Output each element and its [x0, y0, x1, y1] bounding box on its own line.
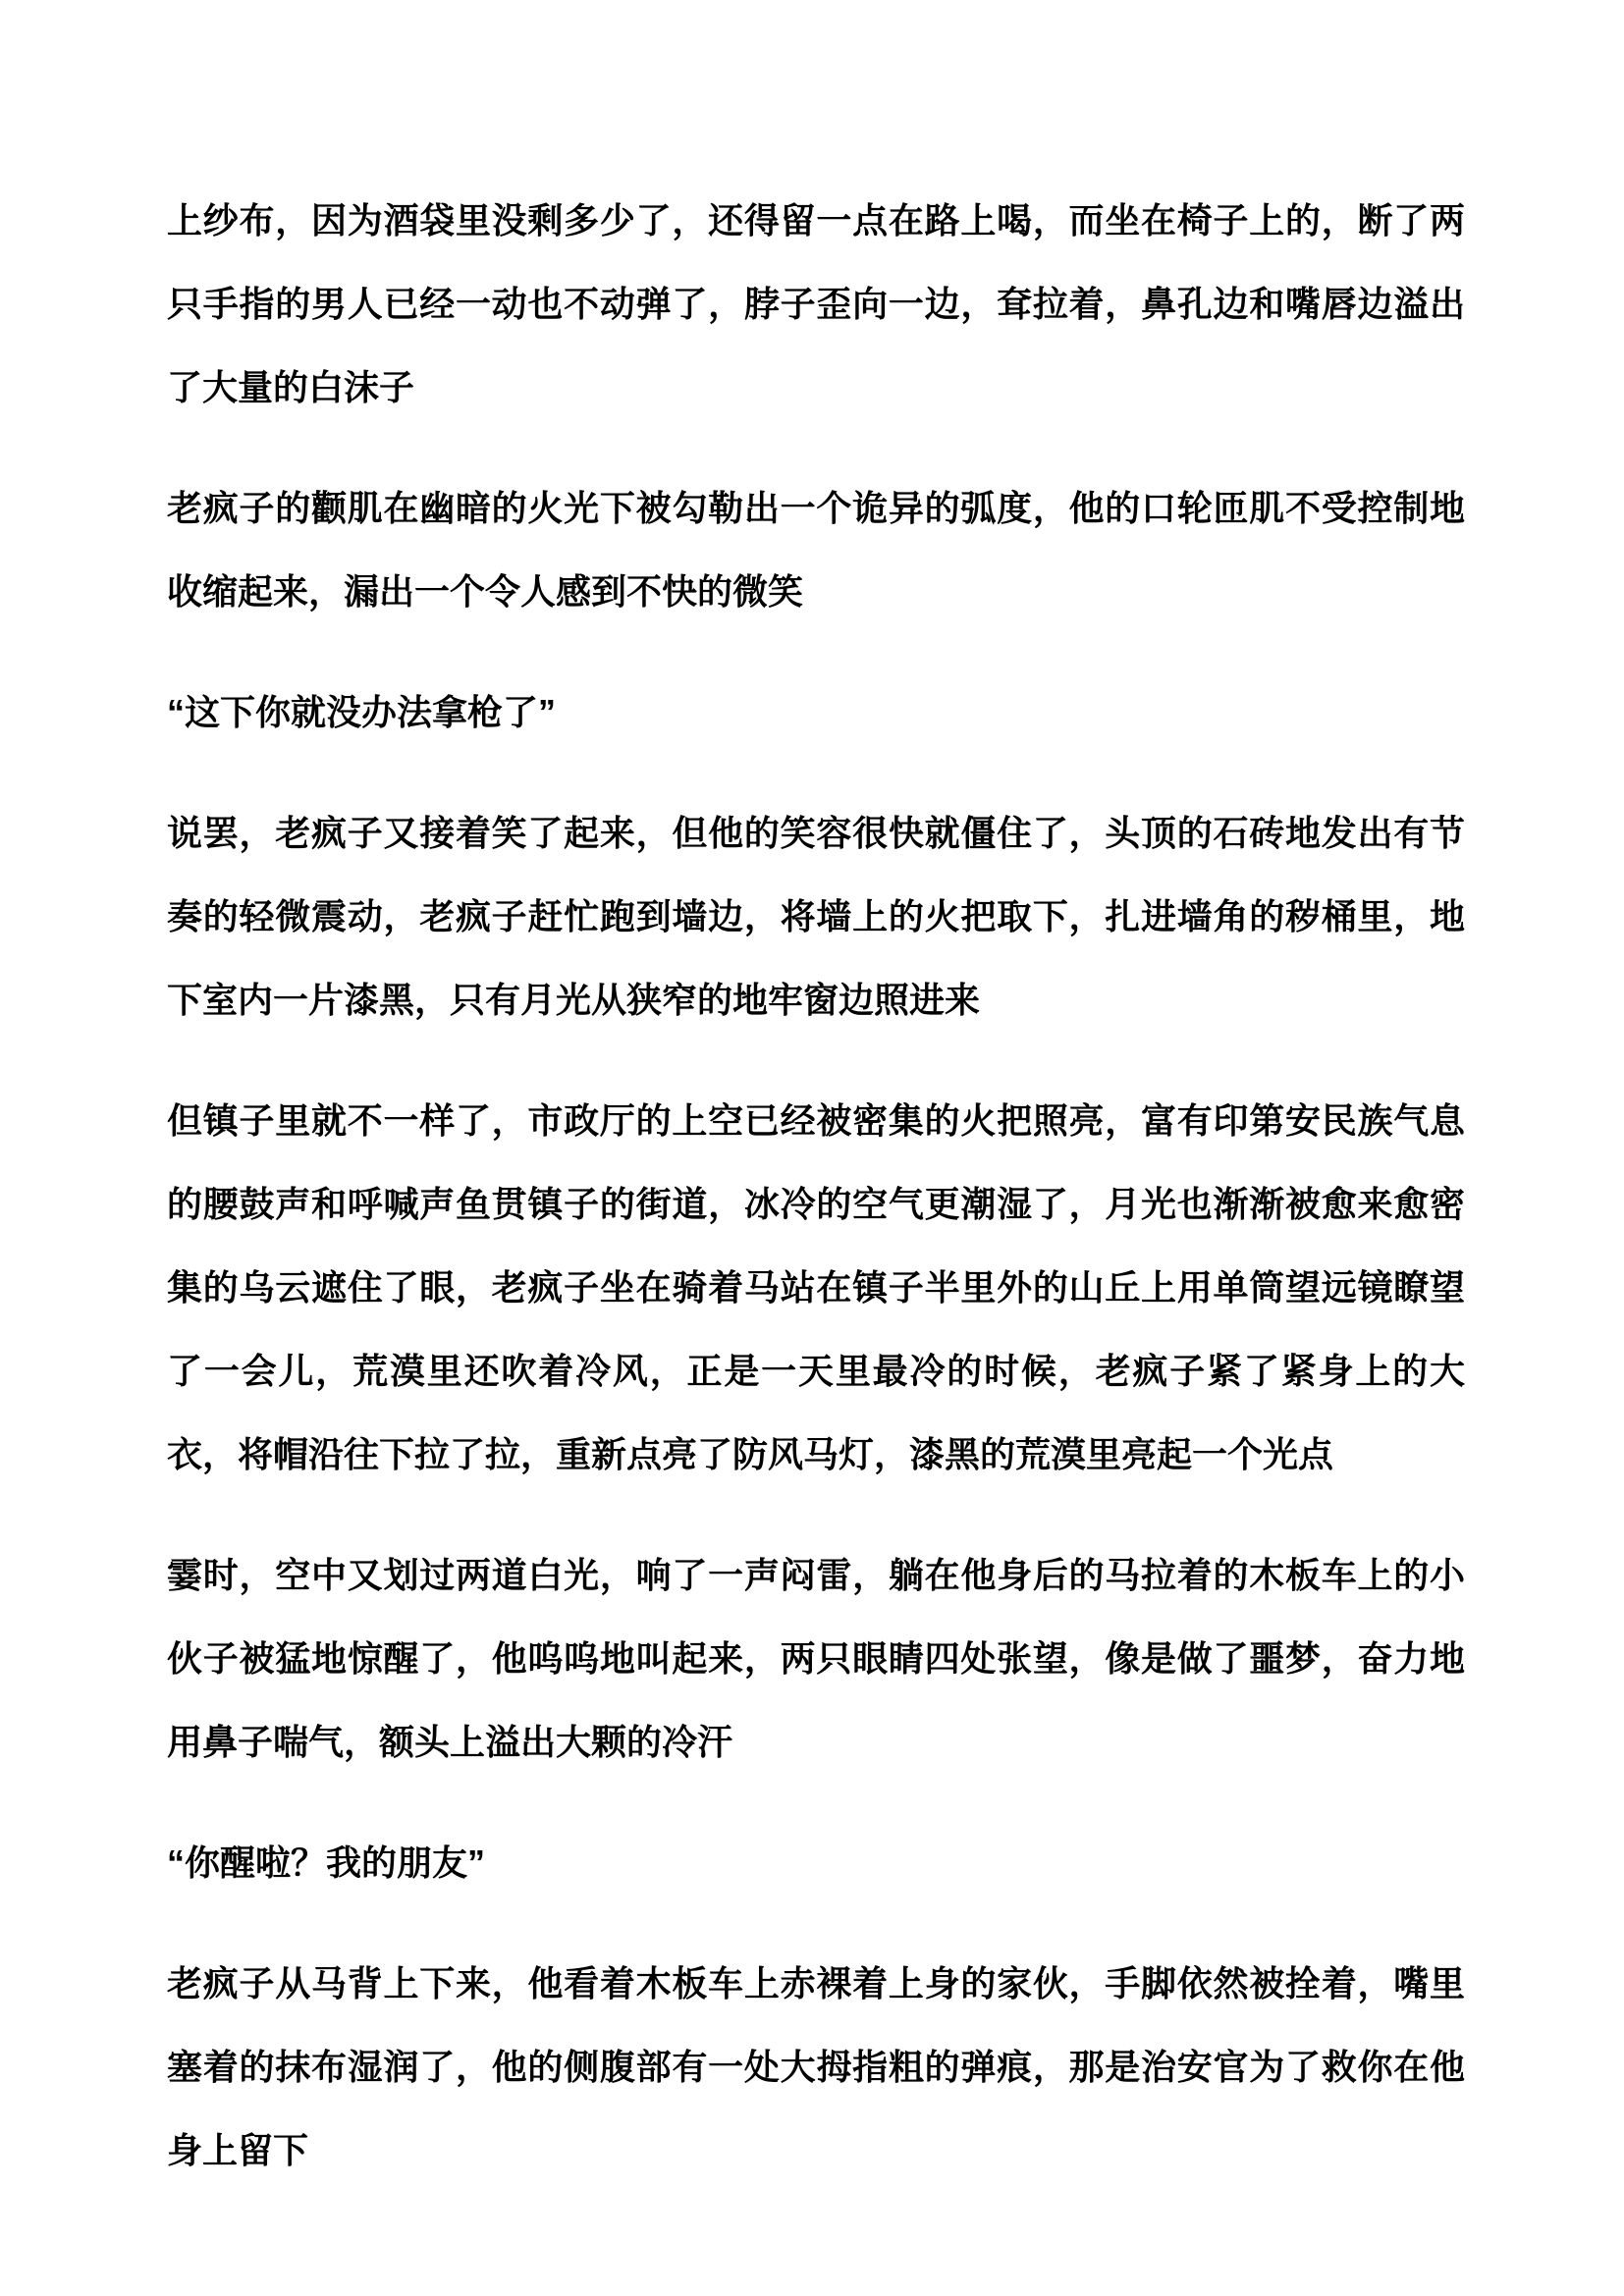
paragraph-body-text: 老疯子从马背上下来，他看着木板车上赤裸着上身的家伙，手脚依然被拴着，嘴里塞着的抹布湿润了，他的侧腹部有一处大拇指粗的弹痕，那是治安官为了救你在他身上留下: [167, 1963, 1465, 2170]
paragraph-body-text: 说罢，老疯子又接着笑了起来，但他的笑容很快就僵住了，头顶的石砖地发出有节奏的轻微震动，老疯子赶忙跑到墙边，将墙上的火把取下，扎进墙角的秽桶里，地下室内一片漆黑，只有月光从狭窄的地牢窗边照进来: [167, 813, 1465, 1020]
paragraph-body-text: 上纱布，因为酒袋里没剩多少了，还得留一点在路上喝，而坐在椅子上的，断了两只手指的男人已经一动也不动弹了，脖子歪向一边，耷拉着，鼻孔边和嘴唇边溢出了大量的白沫子: [167, 200, 1465, 407]
paragraph-body-text: 老疯子的颧肌在幽暗的火光下被勾勒出一个诡异的弧度，他的口轮匝肌不受控制地收缩起来，漏出一个令人感到不快的微笑: [167, 488, 1465, 612]
paragraph-dialogue-quote: “你醒啦？我的朋友”: [167, 1842, 486, 1883]
paragraph-body-text: 但镇子里就不一样了，市政厅的上空已经被密集的火把照亮，富有印第安民族气息的腰鼓声和呼喊声鱼贯镇子的街道，冰冷的空气更潮湿了，月光也渐渐被愈来愈密集的乌云遮住了眼，老疯子坐在骑着马站在镇子半里外的山丘上用单筒望远镜瞭望了一会儿，荒漠里还吹着冷风，正是一天里最冷的时候，老疯子紧了紧身上的大衣，将帽沿往下拉了拉，重新点亮了防风马灯，漆黑的荒漠里亮起一个光点: [167, 1100, 1465, 1474]
paragraph-dialogue-quote: “这下你就没办法拿枪了”: [167, 692, 557, 732]
paragraph-body-text: 霎时，空中又划过两道白光，响了一声闷雷，躺在他身后的马拉着的木板车上的小伙子被猛地惊醒了，他呜呜地叫起来，两只眼睛四处张望，像是做了噩梦，奋力地用鼻子喘气，额头上溢出大颗的冷汗: [167, 1555, 1465, 1762]
